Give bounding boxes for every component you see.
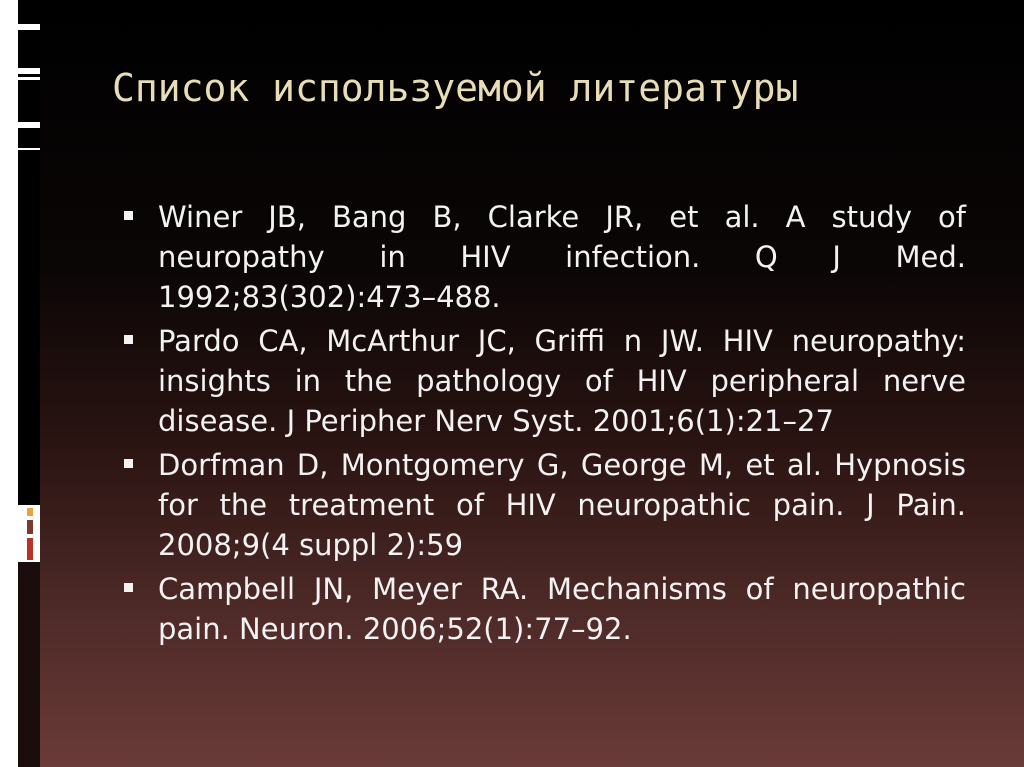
reference-text: Pardo CA, McArthur JC, Griffi n JW. HIV neuropathy: insights in the pathology of HIV peripheral nerve disease. J Peripher Nerv Syst. 2001;6(1):21–27 (158, 324, 966, 438)
reference-text: Winer JB, Bang B, Clarke JR, et al. A study of neuropathy in HIV infection. Q J Med. 1992;83(302):473–488. (158, 200, 966, 314)
bullet-square-icon (124, 335, 133, 344)
reference-text: Campbell JN, Meyer RA. Mechanisms of neuropathic pain. Neuron. 2006;52(1):77–92. (158, 572, 966, 646)
decorative-bars (18, 0, 40, 767)
reference-item (118, 445, 966, 565)
decor-line (18, 74, 40, 77)
reference-item (118, 321, 966, 441)
reference-item (118, 569, 966, 649)
decor-block (18, 0, 40, 24)
reference-text: Dorfman D, Montgomery G, George M, et al. Hypnosis for the treatment of HIV neuropathic pain. J Pain. 2008;9(4 suppl 2):59 (158, 448, 966, 562)
reference-list (118, 197, 966, 653)
bullet-square-icon (124, 459, 133, 468)
decor-orange-bar (27, 508, 33, 516)
decor-red-bar (27, 538, 33, 560)
reference-item (118, 197, 966, 317)
decor-brown-bar (27, 520, 33, 534)
decor-block (18, 30, 40, 68)
decor-block (18, 150, 40, 505)
slide-title: Список используемой литературы (112, 66, 799, 110)
decor-block (18, 128, 40, 148)
decor-block (18, 80, 40, 122)
decor-block (18, 562, 40, 767)
bullet-square-icon (124, 211, 133, 220)
bullet-square-icon (124, 583, 133, 592)
